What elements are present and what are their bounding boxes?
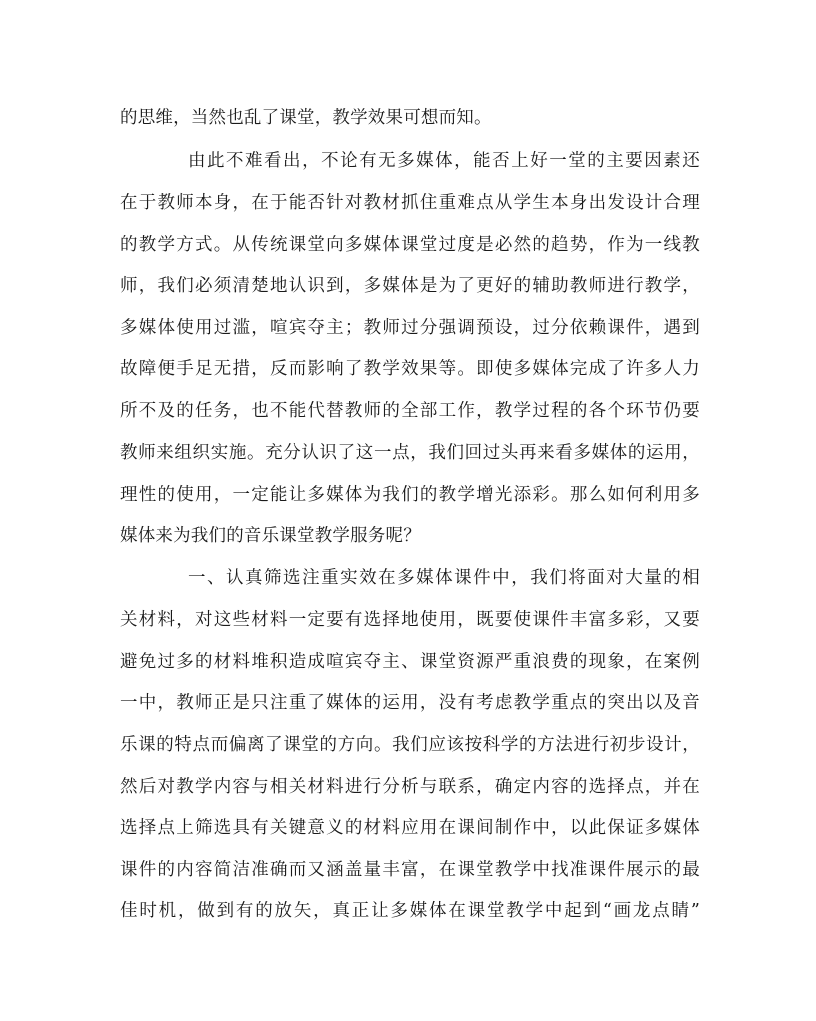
paragraph-line: 乐课的特点而偏离了课堂的方向。我们应该按科学的方法进行初步设计， xyxy=(120,735,700,755)
paragraph-line: 选择点上筛选具有关键意义的材料应用在课间制作中，以此保证多媒体 xyxy=(120,818,700,838)
paragraph-line: 所不及的任务，也不能代替教师的全部工作，教学过程的各个环节仍要 xyxy=(120,401,700,421)
paragraph-line: 的思维，当然也乱了课堂，教学效果可想而知。 xyxy=(120,108,492,128)
paragraph-line: 多媒体使用过滥，喧宾夺主；教师过分强调预设，过分依赖课件，遇到 xyxy=(120,318,700,338)
paragraph-line: 由此不难看出，不论有无多媒体，能否上好一堂的主要因素还 xyxy=(188,151,700,171)
paragraph-line: 理性的使用，一定能让多媒体为我们的教学增光添彩。那么如何利用多 xyxy=(120,485,700,505)
paragraph-line: 佳时机，做到有的放矢，真正让多媒体在课堂教学中起到“画龙点睛” xyxy=(120,901,700,921)
paragraph-line: 教师来组织实施。充分认识了这一点，我们回过头再来看多媒体的运用， xyxy=(120,443,700,463)
paragraph-line: 关材料，对这些材料一定要有选择地使用，既要使课件丰富多彩，又要 xyxy=(120,610,700,630)
paragraph-line: 在于教师本身，在于能否针对教材抓住重难点从学生本身出发设计合理 xyxy=(120,193,700,213)
paragraph-line: 然后对教学内容与相关材料进行分析与联系，确定内容的选择点，并在 xyxy=(120,777,700,797)
paragraph-line: 媒体来为我们的音乐课堂教学服务呢？ xyxy=(120,526,421,546)
paragraph-line: 师，我们必须清楚地认识到，多媒体是为了更好的辅助教师进行教学， xyxy=(120,276,700,296)
paragraph-line: 故障便手足无措，反而影响了教学效果等。即使多媒体完成了许多人力 xyxy=(120,359,700,379)
paragraph-line: 一中，教师正是只注重了媒体的运用，没有考虑教学重点的突出以及音 xyxy=(120,693,700,713)
paragraph-line: 避免过多的材料堆积造成喧宾夺主、课堂资源严重浪费的现象，在案例 xyxy=(120,652,700,672)
paragraph-line: 的教学方式。从传统课堂向多媒体课堂过度是必然的趋势，作为一线教 xyxy=(120,235,700,255)
section-heading-line: 一、认真筛选注重实效在多媒体课件中，我们将面对大量的相 xyxy=(188,568,700,588)
paragraph-line: 课件的内容简洁准确而又涵盖量丰富，在课堂教学中找准课件展示的最 xyxy=(120,860,700,880)
